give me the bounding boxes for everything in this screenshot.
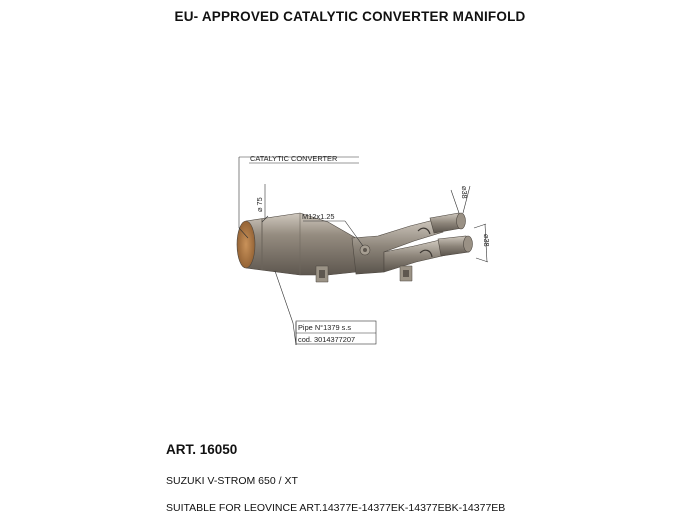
inlet-bottom-diameter-callout xyxy=(474,224,491,262)
thread-label: M12x1.25 xyxy=(302,212,335,221)
inlet-top-diameter-callout xyxy=(451,186,470,213)
catalytic-converter-label: CATALYTIC CONVERTER xyxy=(250,154,338,163)
page-title: EU- APPROVED CATALYTIC CONVERTER MANIFOLD xyxy=(174,9,526,24)
article-number: ART. 16050 xyxy=(166,442,238,457)
inlet-bottom-diameter-label: ⌀38 xyxy=(482,234,491,247)
pipe-code-label: cod. 3014377207 xyxy=(298,335,356,344)
vehicle-model: SUZUKI V-STROM 650 / XT xyxy=(166,475,298,487)
pipe-spec-label: Pipe N°1379 s.s xyxy=(298,323,352,332)
diameter-main-callout xyxy=(255,184,268,222)
compatibility-text: SUITABLE FOR LEOVINCE ART.14377E-14377EK-14377EBK-14377EB xyxy=(166,502,506,514)
diameter-main-label: ⌀ 75 xyxy=(255,197,264,212)
inlet-top-diameter-label: ⌀38 xyxy=(460,186,469,199)
collector-pipes xyxy=(352,213,473,281)
catalytic-converter-body xyxy=(237,213,356,282)
